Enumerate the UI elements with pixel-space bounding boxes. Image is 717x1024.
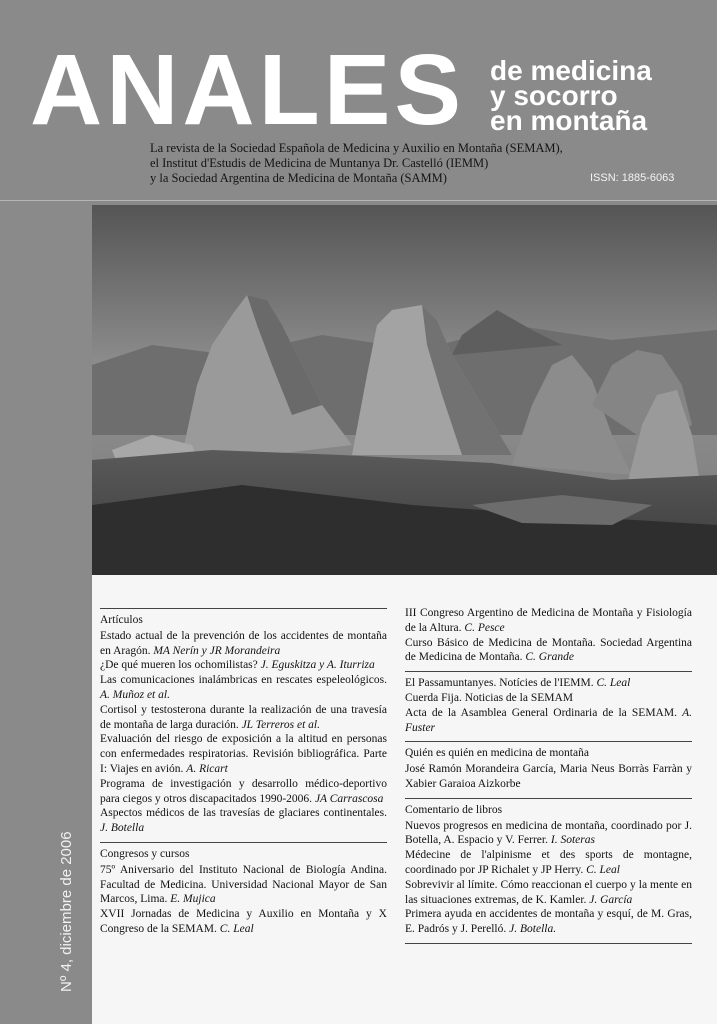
toc-item[interactable] xyxy=(100,907,387,937)
toc-item-author: JL Terreros et al. xyxy=(241,718,320,731)
section-divider xyxy=(405,798,692,799)
toc-item[interactable] xyxy=(405,691,692,706)
toc-item-author: C. Leal xyxy=(596,677,631,690)
toc-item-title: Cuerda Fija. Noticias de la SEMAM xyxy=(405,691,574,704)
section-title-libros: Comentario de libros xyxy=(405,803,503,816)
toc-item-author: A. Ricart xyxy=(186,762,228,775)
toc-item-author: J. Botella. xyxy=(509,923,557,936)
section-divider xyxy=(405,741,692,742)
toc-right-column xyxy=(405,606,692,948)
toc-item-title: Curso Básico de Medicina de Montaña. Sociedad Argentina de Medicina de Montaña. xyxy=(405,636,692,664)
toc-item[interactable] xyxy=(100,673,387,703)
toc-item[interactable] xyxy=(405,606,692,636)
section-title-quien: Quién es quién en medicina de montaña xyxy=(405,747,589,760)
toc-item[interactable] xyxy=(405,636,692,666)
header-divider xyxy=(0,200,717,201)
toc-item-title: El Passamuntanyes. Notícies de l'IEMM. xyxy=(405,677,597,690)
toc-item-title: Programa de investigación y desarrollo médico-deportivo para ciegos y otros discapacitados 1990-2006. xyxy=(100,777,387,805)
toc-item-title: 75º Aniversario del Instituto Nacional de Biología Andina. Facultad de Medicina. Universidad Nacional Mayor de San Marcos, Lima. xyxy=(100,863,387,906)
toc-item-title: Las comunicaciones inalámbricas en rescates espeleológicos. xyxy=(100,674,387,687)
section-divider xyxy=(100,842,387,843)
magazine-subtitle xyxy=(490,55,705,136)
toc-item-author: J. Botella xyxy=(100,822,145,835)
toc-item[interactable] xyxy=(405,907,692,937)
toc-item-title: ¿De qué mueren los ochomilistas? xyxy=(100,659,261,672)
toc-item[interactable] xyxy=(100,658,387,673)
subtitle-line: en montaña xyxy=(490,105,648,136)
toc-item[interactable] xyxy=(100,777,387,807)
toc-item-author: C. Leal xyxy=(219,922,254,935)
toc-item[interactable] xyxy=(405,878,692,908)
subtitle-line: y socorro xyxy=(490,80,618,111)
toc-item-title: Sobrevivir al límite. Cómo reaccionan el cuerpo y la mente en las situaciones extremas, de K. Kamler. xyxy=(405,878,692,906)
toc-item[interactable] xyxy=(405,819,692,849)
toc-item[interactable] xyxy=(100,863,387,907)
mountain-landscape-icon xyxy=(92,205,717,575)
section-divider xyxy=(405,671,692,672)
issue-label: Nº 4, diciembre de 2006 xyxy=(58,831,75,992)
toc-item-title: Nuevos progresos en medicina de montaña, coordinado por J. Botella, A. Espacio y V. Ferrer. xyxy=(405,819,692,847)
toc-item-author: C. Pesce xyxy=(464,621,505,634)
section-title-articulos: Artículos xyxy=(100,614,143,626)
toc-item-author: C. Leal xyxy=(586,863,620,876)
toc-item[interactable] xyxy=(405,848,692,878)
toc-item[interactable] xyxy=(405,762,692,792)
toc-item-author: J. García xyxy=(589,893,633,906)
toc-item[interactable] xyxy=(405,706,692,736)
toc-item[interactable] xyxy=(100,806,387,836)
toc-item-author: C. Grande xyxy=(525,651,574,664)
society-line: y la Sociedad Argentina de Medicina de Montaña (SAMM) xyxy=(150,171,447,185)
toc-item-author: A. Fuster xyxy=(405,706,692,734)
toc-item-title: Evaluación del riesgo de exposición a la altitud en personas con enfermedades respiratorias. Revisión bibliográfica. Parte I: Viajes en avión. xyxy=(100,733,387,775)
toc-item-title: Acta de la Asamblea General Ordinaria de la SEMAM. xyxy=(405,706,683,719)
section-divider xyxy=(405,943,692,944)
section-divider xyxy=(100,608,387,609)
toc-item[interactable] xyxy=(405,676,692,691)
section-title-congresos: Congresos y cursos xyxy=(100,847,190,860)
subtitle-line: de medicina xyxy=(490,55,652,86)
toc-item-author: A. Muñoz et al. xyxy=(100,688,170,701)
toc-item-title: Cortisol y testosterona durante la realización de una travesía de montaña de larga duración. xyxy=(100,703,387,731)
magazine-title: ANALES xyxy=(30,34,466,146)
toc-item-title: Primera ayuda en accidentes de montaña y esquí, de M. Gras, E. Padrós y J. Perelló. xyxy=(405,908,692,936)
toc-item-author: I. Soteras xyxy=(550,834,595,847)
toc-item-title: José Ramón Morandeira García, Maria Neus Borràs Farràn y Xabier Garaioa Aizkorbe xyxy=(405,763,692,790)
toc-item-title: XVII Jornadas de Medicina y Auxilio en Montaña y X Congreso de la SEMAM. xyxy=(100,908,387,935)
toc-item-title: Médecine de l'alpinisme et des sports de montagne, coordinado por JP Richalet y JP Herry. xyxy=(405,849,692,876)
toc-item-author: JA Carrascosa xyxy=(314,792,384,805)
toc-item[interactable] xyxy=(100,629,387,659)
toc-item-author: MA Nerín y JR Morandeira xyxy=(153,644,281,657)
society-line: el Institut d'Estudis de Medicina de Muntanya Dr. Castelló (IEMM) xyxy=(150,156,489,170)
mountain-landscape-photo xyxy=(92,205,717,575)
toc-item[interactable] xyxy=(100,732,387,776)
toc-item-title: Aspectos médicos de las travesías de glaciares continentales. xyxy=(100,807,387,820)
society-description xyxy=(150,141,580,186)
society-line: La revista de la Sociedad Española de Medicina y Auxilio en Montaña (SEMAM), xyxy=(150,141,563,155)
toc-item-title: Estado actual de la prevención de los accidentes de montaña en Aragón. xyxy=(100,629,387,657)
toc-item-author: E. Mujica xyxy=(170,893,216,906)
toc-item-author: J. Eguskitza y A. Iturriza xyxy=(260,659,375,672)
toc-item[interactable] xyxy=(100,703,387,733)
toc-item-title: III Congreso Argentino de Medicina de Montaña y Fisiología de la Altura. xyxy=(405,607,692,634)
toc-left-column xyxy=(100,608,387,937)
issn-label: ISSN: 1885-6063 xyxy=(590,172,675,184)
